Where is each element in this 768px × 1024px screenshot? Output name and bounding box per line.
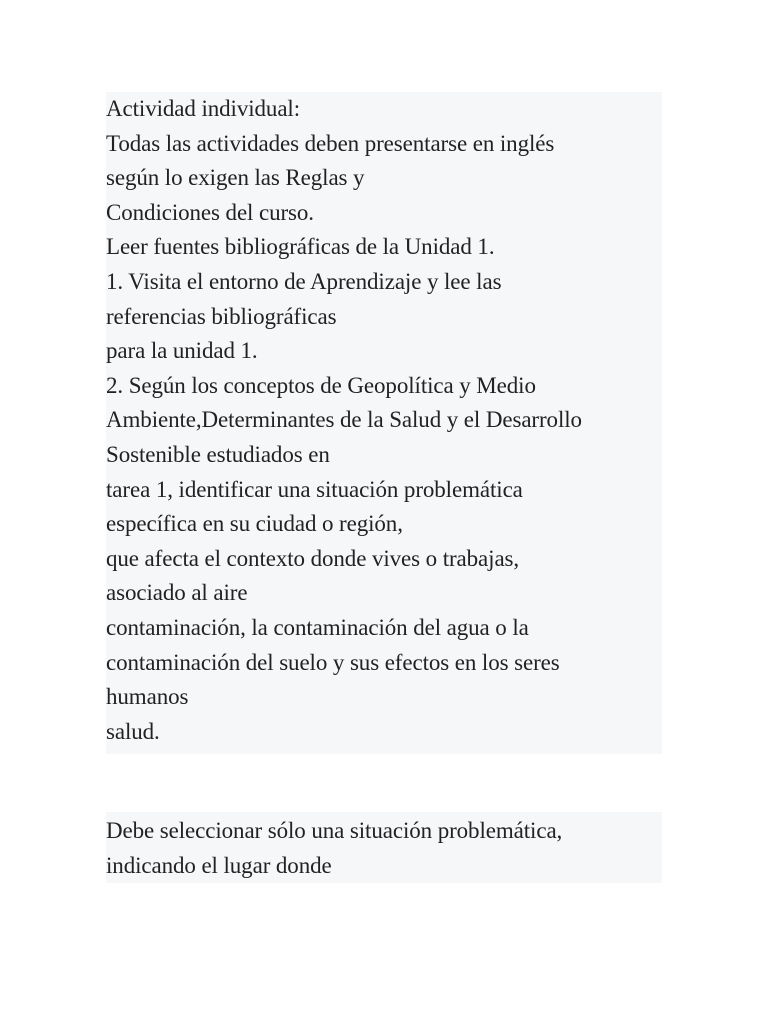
text-line: referencias bibliográficas [106,303,337,329]
selection-note-paragraph [106,812,662,883]
text-block-instructions [106,92,662,754]
text-block-selection-note [106,812,662,883]
text-line: 2. Según los conceptos de Geopolítica y Medio [106,372,536,398]
text-line: contaminación del suelo y sus efectos en los seres [106,649,560,675]
instructions-paragraph [106,92,662,749]
text-line: tarea 1, identificar una situación problemática [106,476,523,502]
text-line: Condiciones del curso. [106,199,314,225]
text-line: humanos [106,684,189,710]
text-line: Sostenible estudiados en [106,441,330,467]
text-line: contaminación, la contaminación del agua o la [106,614,529,640]
text-line: para la unidad 1. [106,338,258,364]
text-line: Ambiente,Determinantes de la Salud y el Desarrollo [106,407,582,433]
text-line: que afecta el contexto donde vives o trabajas, [106,545,520,571]
text-line: 1. Visita el entorno de Aprendizaje y lee las [106,268,502,294]
text-line: indicando el lugar donde [106,852,332,878]
text-line: según lo exigen las Reglas y [106,165,365,191]
text-line: Actividad individual: [106,96,301,121]
text-line: Debe seleccionar sólo una situación problemática, [106,818,563,843]
text-line: específica en su ciudad o región, [106,511,403,537]
text-line: Leer fuentes bibliográficas de la Unidad 1. [106,234,495,260]
text-line: salud. [106,718,160,744]
text-line: Todas las actividades deben presentarse en inglés [106,130,555,156]
text-line: asociado al aire [106,580,248,606]
